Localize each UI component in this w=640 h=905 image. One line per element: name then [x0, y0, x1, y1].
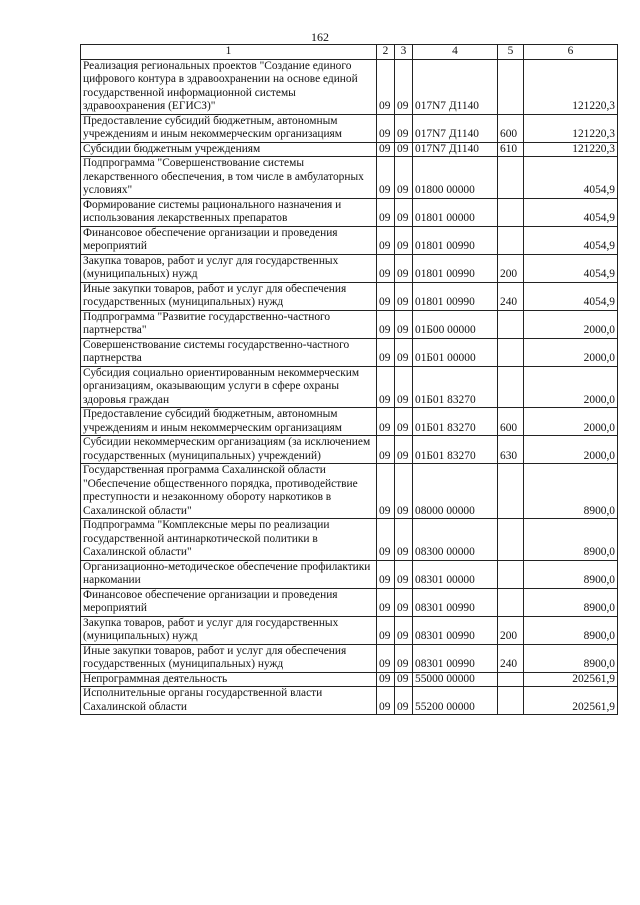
- row-target-article: 08301 00990: [413, 644, 498, 672]
- row-expense-type: [498, 198, 524, 226]
- row-target-article: 08301 00990: [413, 588, 498, 616]
- table-row: [81, 366, 618, 408]
- row-target-article: 01801 00990: [413, 282, 498, 310]
- table-row: [81, 560, 618, 588]
- row-amount: 2000,0: [524, 310, 618, 338]
- row-amount: 8900,0: [524, 560, 618, 588]
- header-cell: 3: [395, 45, 413, 60]
- row-subsection: 09: [395, 464, 413, 519]
- row-amount: 121220,3: [524, 59, 618, 114]
- row-name: Организационно-методическое обеспечение профилактики наркомании: [81, 560, 377, 588]
- header-cell: 5: [498, 45, 524, 60]
- row-amount: 2000,0: [524, 408, 618, 436]
- table-row: [81, 198, 618, 226]
- row-section: 09: [377, 644, 395, 672]
- row-subsection: 09: [395, 366, 413, 408]
- row-subsection: 09: [395, 616, 413, 644]
- row-name: Иные закупки товаров, работ и услуг для обеспечения государственных (муниципальных) нужд: [81, 644, 377, 672]
- row-amount: 121220,3: [524, 114, 618, 142]
- row-name: Исполнительные органы государственной власти Сахалинской области: [81, 687, 377, 715]
- row-name: Подпрограмма "Комплексные меры по реализации государственной антинаркотической политики в Сахалинской области": [81, 519, 377, 561]
- row-subsection: 09: [395, 157, 413, 199]
- row-name: Закупка товаров, работ и услуг для государственных (муниципальных) нужд: [81, 254, 377, 282]
- row-expense-type: 240: [498, 644, 524, 672]
- row-subsection: 09: [395, 672, 413, 687]
- row-section: 09: [377, 59, 395, 114]
- row-expense-type: [498, 59, 524, 114]
- table-row: [81, 157, 618, 199]
- row-target-article: 01Б01 83270: [413, 408, 498, 436]
- row-target-article: 01800 00000: [413, 157, 498, 199]
- row-target-article: 017N7 Д1140: [413, 59, 498, 114]
- row-subsection: 09: [395, 687, 413, 715]
- row-target-article: 55200 00000: [413, 687, 498, 715]
- header-row: [81, 45, 618, 60]
- row-amount: 8900,0: [524, 616, 618, 644]
- table-row: [81, 687, 618, 715]
- row-section: 09: [377, 672, 395, 687]
- row-section: 09: [377, 310, 395, 338]
- row-target-article: 08301 00990: [413, 616, 498, 644]
- row-amount: 8900,0: [524, 588, 618, 616]
- row-amount: 121220,3: [524, 142, 618, 157]
- row-expense-type: 200: [498, 616, 524, 644]
- row-expense-type: 600: [498, 408, 524, 436]
- row-expense-type: [498, 560, 524, 588]
- page-number: 162: [311, 30, 329, 44]
- table-row: [81, 616, 618, 644]
- row-subsection: 09: [395, 644, 413, 672]
- row-name: Закупка товаров, работ и услуг для государственных (муниципальных) нужд: [81, 616, 377, 644]
- row-target-article: 08000 00000: [413, 464, 498, 519]
- row-subsection: 09: [395, 588, 413, 616]
- row-subsection: 09: [395, 254, 413, 282]
- table-row: [81, 114, 618, 142]
- row-target-article: 01801 00990: [413, 254, 498, 282]
- row-name: Субсидия социально ориентированным некоммерческим организациям, оказывающим услуги в сфере охраны здоровья граждан: [81, 366, 377, 408]
- table-row: [81, 226, 618, 254]
- row-expense-type: [498, 519, 524, 561]
- row-amount: 2000,0: [524, 338, 618, 366]
- row-amount: 8900,0: [524, 644, 618, 672]
- row-subsection: 09: [395, 338, 413, 366]
- row-subsection: 09: [395, 560, 413, 588]
- table-row: [81, 142, 618, 157]
- row-section: 09: [377, 282, 395, 310]
- table-row: [81, 464, 618, 519]
- row-section: 09: [377, 560, 395, 588]
- row-expense-type: [498, 687, 524, 715]
- row-expense-type: 240: [498, 282, 524, 310]
- header-cell: 6: [524, 45, 618, 60]
- table-row: [81, 519, 618, 561]
- row-amount: 4054,9: [524, 254, 618, 282]
- row-section: 09: [377, 519, 395, 561]
- row-name: Совершенствование системы государственно-частного партнерства: [81, 338, 377, 366]
- table-row: [81, 644, 618, 672]
- row-subsection: 09: [395, 226, 413, 254]
- row-target-article: 01Б01 83270: [413, 436, 498, 464]
- row-subsection: 09: [395, 59, 413, 114]
- row-amount: 4054,9: [524, 198, 618, 226]
- row-section: 09: [377, 408, 395, 436]
- row-section: 09: [377, 198, 395, 226]
- row-expense-type: 630: [498, 436, 524, 464]
- row-section: 09: [377, 226, 395, 254]
- row-subsection: 09: [395, 142, 413, 157]
- row-target-article: 01Б01 00000: [413, 338, 498, 366]
- row-amount: 8900,0: [524, 519, 618, 561]
- row-name: Непрограммная деятельность: [81, 672, 377, 687]
- row-section: 09: [377, 338, 395, 366]
- row-section: 09: [377, 588, 395, 616]
- row-name: Иные закупки товаров, работ и услуг для обеспечения государственных (муниципальных) нужд: [81, 282, 377, 310]
- row-subsection: 09: [395, 408, 413, 436]
- row-name: Предоставление субсидий бюджетным, автономным учреждениям и иным некоммерческим организациям: [81, 114, 377, 142]
- row-name: Предоставление субсидий бюджетным, автономным учреждениям и иным некоммерческим организациям: [81, 408, 377, 436]
- row-target-article: 55000 00000: [413, 672, 498, 687]
- row-name: Подпрограмма "Развитие государственно-частного партнерства": [81, 310, 377, 338]
- row-expense-type: 200: [498, 254, 524, 282]
- row-section: 09: [377, 157, 395, 199]
- row-section: 09: [377, 687, 395, 715]
- row-expense-type: [498, 588, 524, 616]
- row-expense-type: [498, 226, 524, 254]
- row-subsection: 09: [395, 114, 413, 142]
- row-expense-type: [498, 672, 524, 687]
- row-name: Финансовое обеспечение организации и проведения мероприятий: [81, 588, 377, 616]
- row-expense-type: [498, 310, 524, 338]
- row-target-article: 01Б01 83270: [413, 366, 498, 408]
- budget-table: [80, 44, 618, 715]
- row-section: 09: [377, 114, 395, 142]
- row-section: 09: [377, 616, 395, 644]
- row-subsection: 09: [395, 436, 413, 464]
- row-name: Подпрограмма "Совершенствование системы лекарственного обеспечения, в том числе в амбулаторных условиях": [81, 157, 377, 199]
- row-subsection: 09: [395, 310, 413, 338]
- header-cell: 1: [81, 45, 377, 60]
- row-section: 09: [377, 436, 395, 464]
- table-row: [81, 59, 618, 114]
- row-expense-type: [498, 366, 524, 408]
- row-amount: 8900,0: [524, 464, 618, 519]
- row-expense-type: 600: [498, 114, 524, 142]
- table-row: [81, 408, 618, 436]
- row-expense-type: [498, 157, 524, 199]
- table-row: [81, 588, 618, 616]
- row-section: 09: [377, 142, 395, 157]
- table-row: [81, 282, 618, 310]
- row-section: 09: [377, 366, 395, 408]
- row-subsection: 09: [395, 198, 413, 226]
- row-amount: 202561,9: [524, 687, 618, 715]
- row-expense-type: [498, 338, 524, 366]
- row-amount: 202561,9: [524, 672, 618, 687]
- row-amount: 2000,0: [524, 366, 618, 408]
- table-row: [81, 338, 618, 366]
- header-cell: 4: [413, 45, 498, 60]
- table-row: [81, 436, 618, 464]
- row-amount: 4054,9: [524, 157, 618, 199]
- row-name: Реализация региональных проектов "Создание единого цифрового контура в здравоохранении на основе единой государственной информационной системы здравоохранения (ЕГИСЗ)": [81, 59, 377, 114]
- row-expense-type: [498, 464, 524, 519]
- row-target-article: 017N7 Д1140: [413, 142, 498, 157]
- row-subsection: 09: [395, 282, 413, 310]
- row-name: Государственная программа Сахалинской области "Обеспечение общественного порядка, противодействие преступности и незаконному обороту наркотиков в Сахалинской области": [81, 464, 377, 519]
- table-row: [81, 672, 618, 687]
- header-cell: 2: [377, 45, 395, 60]
- row-name: Формирование системы рационального назначения и использования лекарственных препаратов: [81, 198, 377, 226]
- row-section: 09: [377, 464, 395, 519]
- row-target-article: 017N7 Д1140: [413, 114, 498, 142]
- row-target-article: 01Б00 00000: [413, 310, 498, 338]
- row-name: Финансовое обеспечение организации и проведения мероприятий: [81, 226, 377, 254]
- table-row: [81, 254, 618, 282]
- table-row: [81, 310, 618, 338]
- row-name: Субсидии бюджетным учреждениям: [81, 142, 377, 157]
- row-target-article: 08301 00000: [413, 560, 498, 588]
- row-target-article: 08300 00000: [413, 519, 498, 561]
- row-subsection: 09: [395, 519, 413, 561]
- row-name: Субсидии некоммерческим организациям (за исключением государственных (муниципальных) учреждений): [81, 436, 377, 464]
- row-amount: 2000,0: [524, 436, 618, 464]
- row-expense-type: 610: [498, 142, 524, 157]
- row-target-article: 01801 00990: [413, 226, 498, 254]
- row-amount: 4054,9: [524, 226, 618, 254]
- row-target-article: 01801 00000: [413, 198, 498, 226]
- row-amount: 4054,9: [524, 282, 618, 310]
- row-section: 09: [377, 254, 395, 282]
